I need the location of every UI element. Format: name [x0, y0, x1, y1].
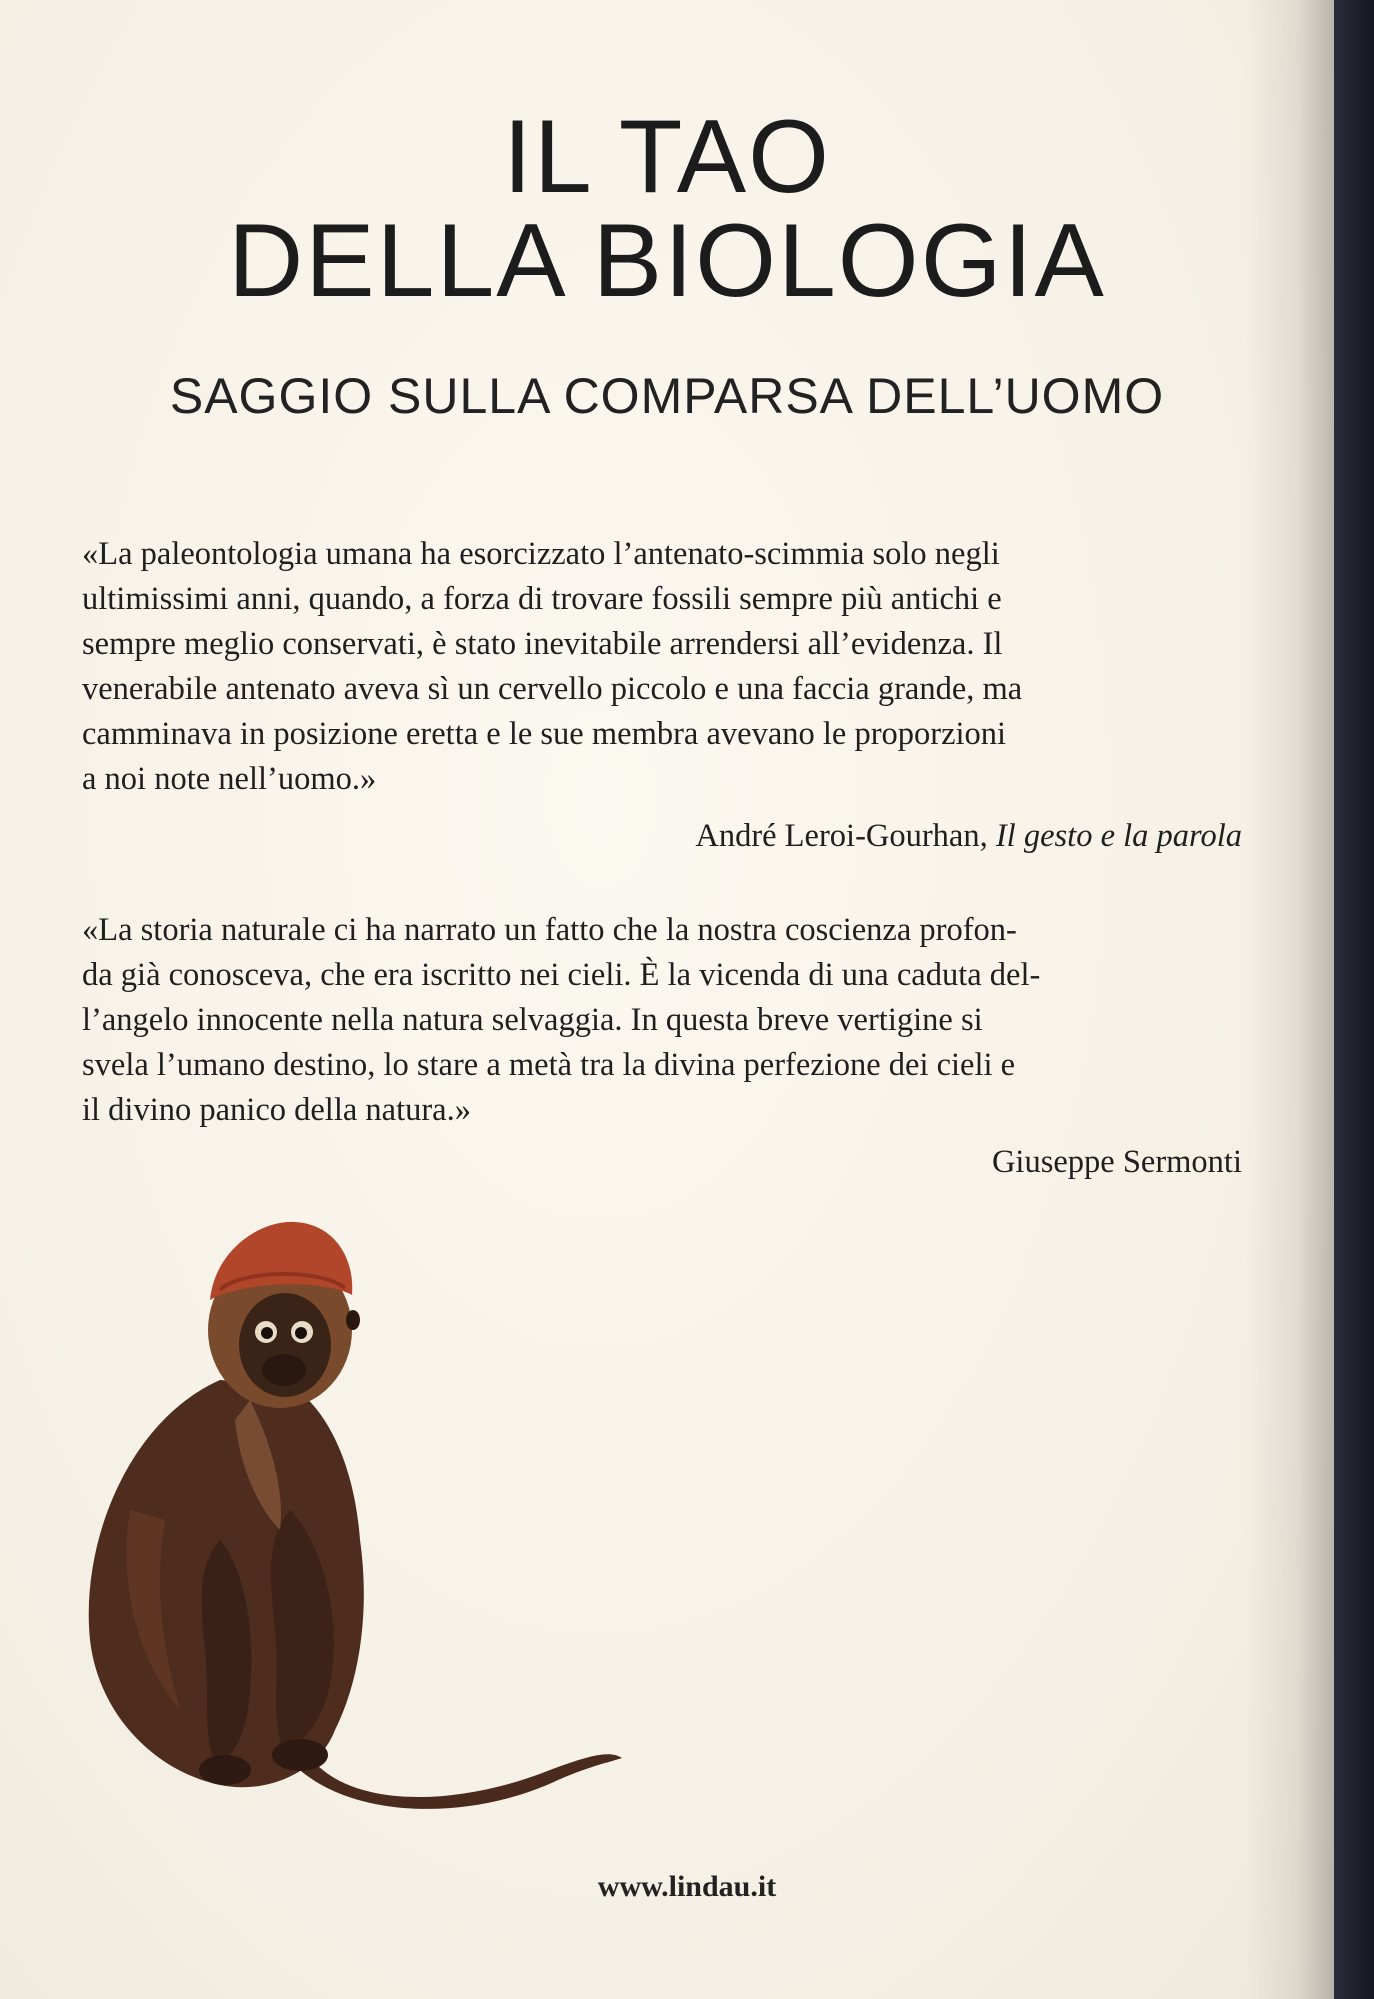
quote-line: «La storia naturale ci ha narrato un fatto che la nostra coscienza profon- — [82, 912, 1017, 948]
book-title-line1: IL TAO — [503, 99, 831, 215]
quote-line: ultimissimi anni, quando, a forza di trovare fossili sempre più antichi e — [82, 581, 1002, 617]
quote-line: l’angelo innocente nella natura selvaggia. In questa breve vertigine si — [82, 1002, 983, 1038]
quote-line: sempre meglio conservati, è stato inevitabile arrendersi all’evidenza. Il — [82, 626, 1003, 662]
quote-leroi-gourhan — [82, 532, 1242, 802]
book-title-line2: DELLA BIOLOGIA — [228, 203, 1106, 319]
quote-attribution — [992, 1140, 1242, 1185]
quote-line: a noi note nell’uomo.» — [82, 761, 377, 797]
quote-line: svela l’umano destino, lo stare a metà tra la divina perfezione dei cieli e — [82, 1047, 1016, 1083]
quote-line: da già conosceva, che era iscritto nei cieli. È la vicenda di una caduta del- — [82, 957, 1041, 993]
quote-line: venerabile antenato aveva sì un cervello piccolo e una faccia grande, ma — [82, 671, 1023, 707]
attribution-author: André Leroi-Gourhan, — [695, 818, 988, 854]
quote-sermonti — [82, 908, 1242, 1133]
monkey-illustration-icon — [70, 1210, 630, 1830]
book-spine-edge — [1334, 0, 1374, 1999]
publisher-website: www.lindau.it — [597, 1870, 777, 1903]
quote-line: il divino panico della natura.» — [82, 1092, 471, 1128]
attribution-work: Il gesto e la parola — [995, 818, 1242, 854]
quote-line: camminava in posizione eretta e le sue membra avevano le proporzioni — [82, 716, 1007, 752]
book-subtitle: SAGGIO SULLA COMPARSA DELL’UOMO — [169, 368, 1165, 424]
quote-attribution — [695, 814, 1242, 859]
attribution-author: Giuseppe Sermonti — [991, 1144, 1242, 1180]
quote-line: «La paleontologia umana ha esorcizzato l’antenato-scimmia solo negli — [82, 536, 1000, 572]
